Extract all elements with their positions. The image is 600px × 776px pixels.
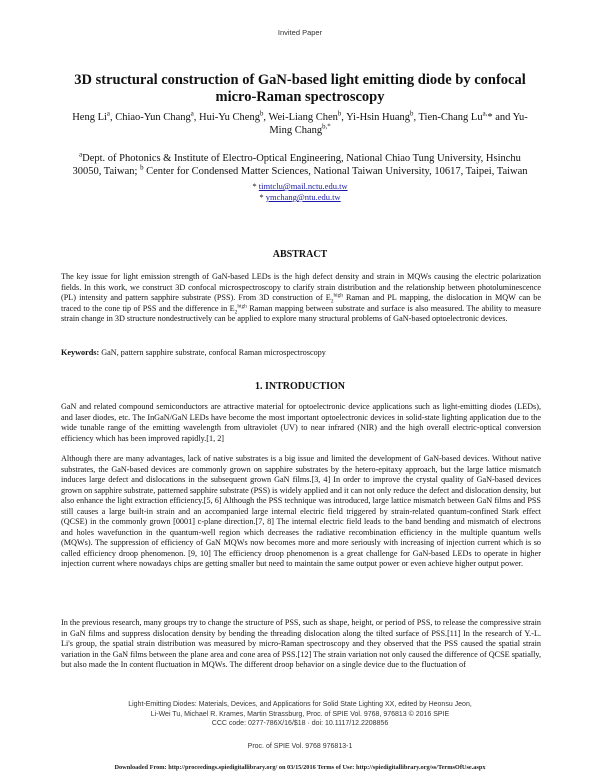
abstract-heading: ABSTRACT <box>272 249 328 260</box>
author: Hui-Yu Cheng$^b$, <box>199 110 269 123</box>
author: Heng Li$^a$, <box>72 110 116 123</box>
author: and Yu-Ming Chang$^{b,*}$ <box>269 112 528 136</box>
intro-paragraph-1: GaN and related compound semiconductors are attractive material for optoelectronic device applications such as light-emitting diodes (LEDs), and laser diodes, etc. The InGaN/GaN LEDs have become the most important optoelectronic devices in solid-state lighting application due to the wide tunable range of the emitting wavelength from ultraviolet (UV) to near infrared (NIR) and the high overall electric-optical conversion efficiency which has been improved rapidly.[1, 2] <box>61 402 541 443</box>
download-notice: Downloaded From: http://proceedings.spiedigitallibrary.org/ on 03/15/2016 Terms of Use: http://spiedigitallibrary.org/ss/TermsOfUse.aspx <box>114 764 486 771</box>
author: Yi-Hsin Huang$^b$, <box>346 110 419 123</box>
author-list <box>70 111 530 137</box>
intro-paragraph-2: Although there are many advantages, lack of native substrates is a big issue and limited the development of GaN-based devices. Without native substrates, the GaN-based devices are commonly grown on sapphire substrates by the hetero-epitaxy approach, but the large lattice mismatch induces large defect and dislocations in the subsequent grown GaN films.[3, 4] In order to improve the crystal quality of GaN-based devices grown on sapphire substrate, patterned sapphire substrate (PSS) is widely applied and it can not only reduce the defect and dislocation density, but also enhance the light extraction efficiency.[5, 6] Although the PSS technique was introduced, large lattice mismatch between GaN films and PSS still causes a large built-in strain and an accompanied large internal electric field triggered by strain-related quantum-confined Stark effect (QCSE) in the commonly grown [0001] c-plane direction.[7, 8] The internal electric field leads to the band bending and mismatch of electrons and holes wavefunction in the quantum-well region which decreases the radiative recombination efficiency in the multiple quantum wells (MQWs). The suppression of efficiency of GaN MQWs now becomes more and more seriously with increasing of injection current which is so called efficiency droop phenomenon. [9, 10] The efficiency droop phenomenon is a great challenge for GaN-based LEDs to operate in higher injection current where nowadays chips are getting smaller but need to maintain the same output power or even achieve higher output power. <box>61 454 541 568</box>
email-line: * timtclu@mail.nctu.edu.tw <box>252 181 348 191</box>
intro-paragraph-3: In the previous research, many groups try to change the structure of PSS, such as shape, height, or period of PSS, to release the compressive strain in GaN films and suppress dislocation density by bending the threading dislocation along the tilted surface of PSS.[11] In the research of Y.-L. Li's group, the spatial strain distribution was measured by micro-Raman spectroscopy and they observed that the PSS caused the spatial strain variation in the GaN films between the plane area and cone area of PSS.[12] The strain variation not only caused the difference of QCSE spatially, but also made the In content fluctuation in MQWs. The different droop behavior on a single device due to the fluctuation of <box>61 618 541 669</box>
affiliation-text: $^a$Dept. of Photonics & Institute of Electro-Optical Engineering, National Chiao Tung University, Hsinchu 30050, Taiwan; $^b$ Center for Condensed Matter Sciences, National Taiwan University, 10617, Taipei, Taiwan <box>72 151 528 177</box>
section-heading-introduction: 1. INTRODUCTION <box>254 381 345 392</box>
paper-title: 3D structural construction of GaN-based light emitting diode by confocal micro-Raman spectroscopy <box>74 72 526 105</box>
invited-paper-label: Invited Paper <box>277 28 323 37</box>
author: Tien-Chang $Lu^{a,}*$ <box>418 110 493 123</box>
email-link[interactable]: ymchang@ntu.edu.tw <box>265 192 341 202</box>
email-line: * ymchang@ntu.edu.tw <box>259 192 341 202</box>
author: Chiao-Yun Chang$^a$, <box>115 110 200 123</box>
abstract-body: The key issue for light emission strength of GaN-based LEDs is the high defect density and strain in MQWs causing the electric polarization fields. In this work, we construct 3D confocal microspectroscopy to clarify strain distribution and the relationship between photoluminescence (PL) intensity and pattern sapphire substrate (PSS). From 3D construction of $E_2^{high}$ Raman and PL mapping, the dislocation in MQW can be traced to the cone tip of PSS and the difference in $E_2^{high}$ Raman mapping between substrate and surface is also measured. The ability to measure strain change in 3D structure nondestructively can be applied to explore many structural problems of GaN-based optoelectronic devices. <box>61 272 542 323</box>
email-link[interactable]: timtclu@mail.nctu.edu.tw <box>258 181 348 191</box>
author: Wei-Liang Chen$^b$, <box>268 110 347 123</box>
page-number: Proc. of SPIE Vol. 9768 976813-1 <box>247 743 353 750</box>
affiliations <box>70 152 530 203</box>
keywords: Keywords: GaN, pattern sapphire substrate, confocal Raman microspectroscopy <box>61 348 326 357</box>
citation-footer: Light-Emitting Diodes: Materials, Devices, and Applications for Solid State Lighting XX, edited by Heonsu Jeon, Li-Wei Tu, Michael R. Krames, Martin Strassburg, Proc. of SPIE Vol. 9768, 976813 © 2016 SPIE CCC code: 0277-786X/16/$18 · doi: 10.1117/12.2208856 <box>128 701 472 727</box>
